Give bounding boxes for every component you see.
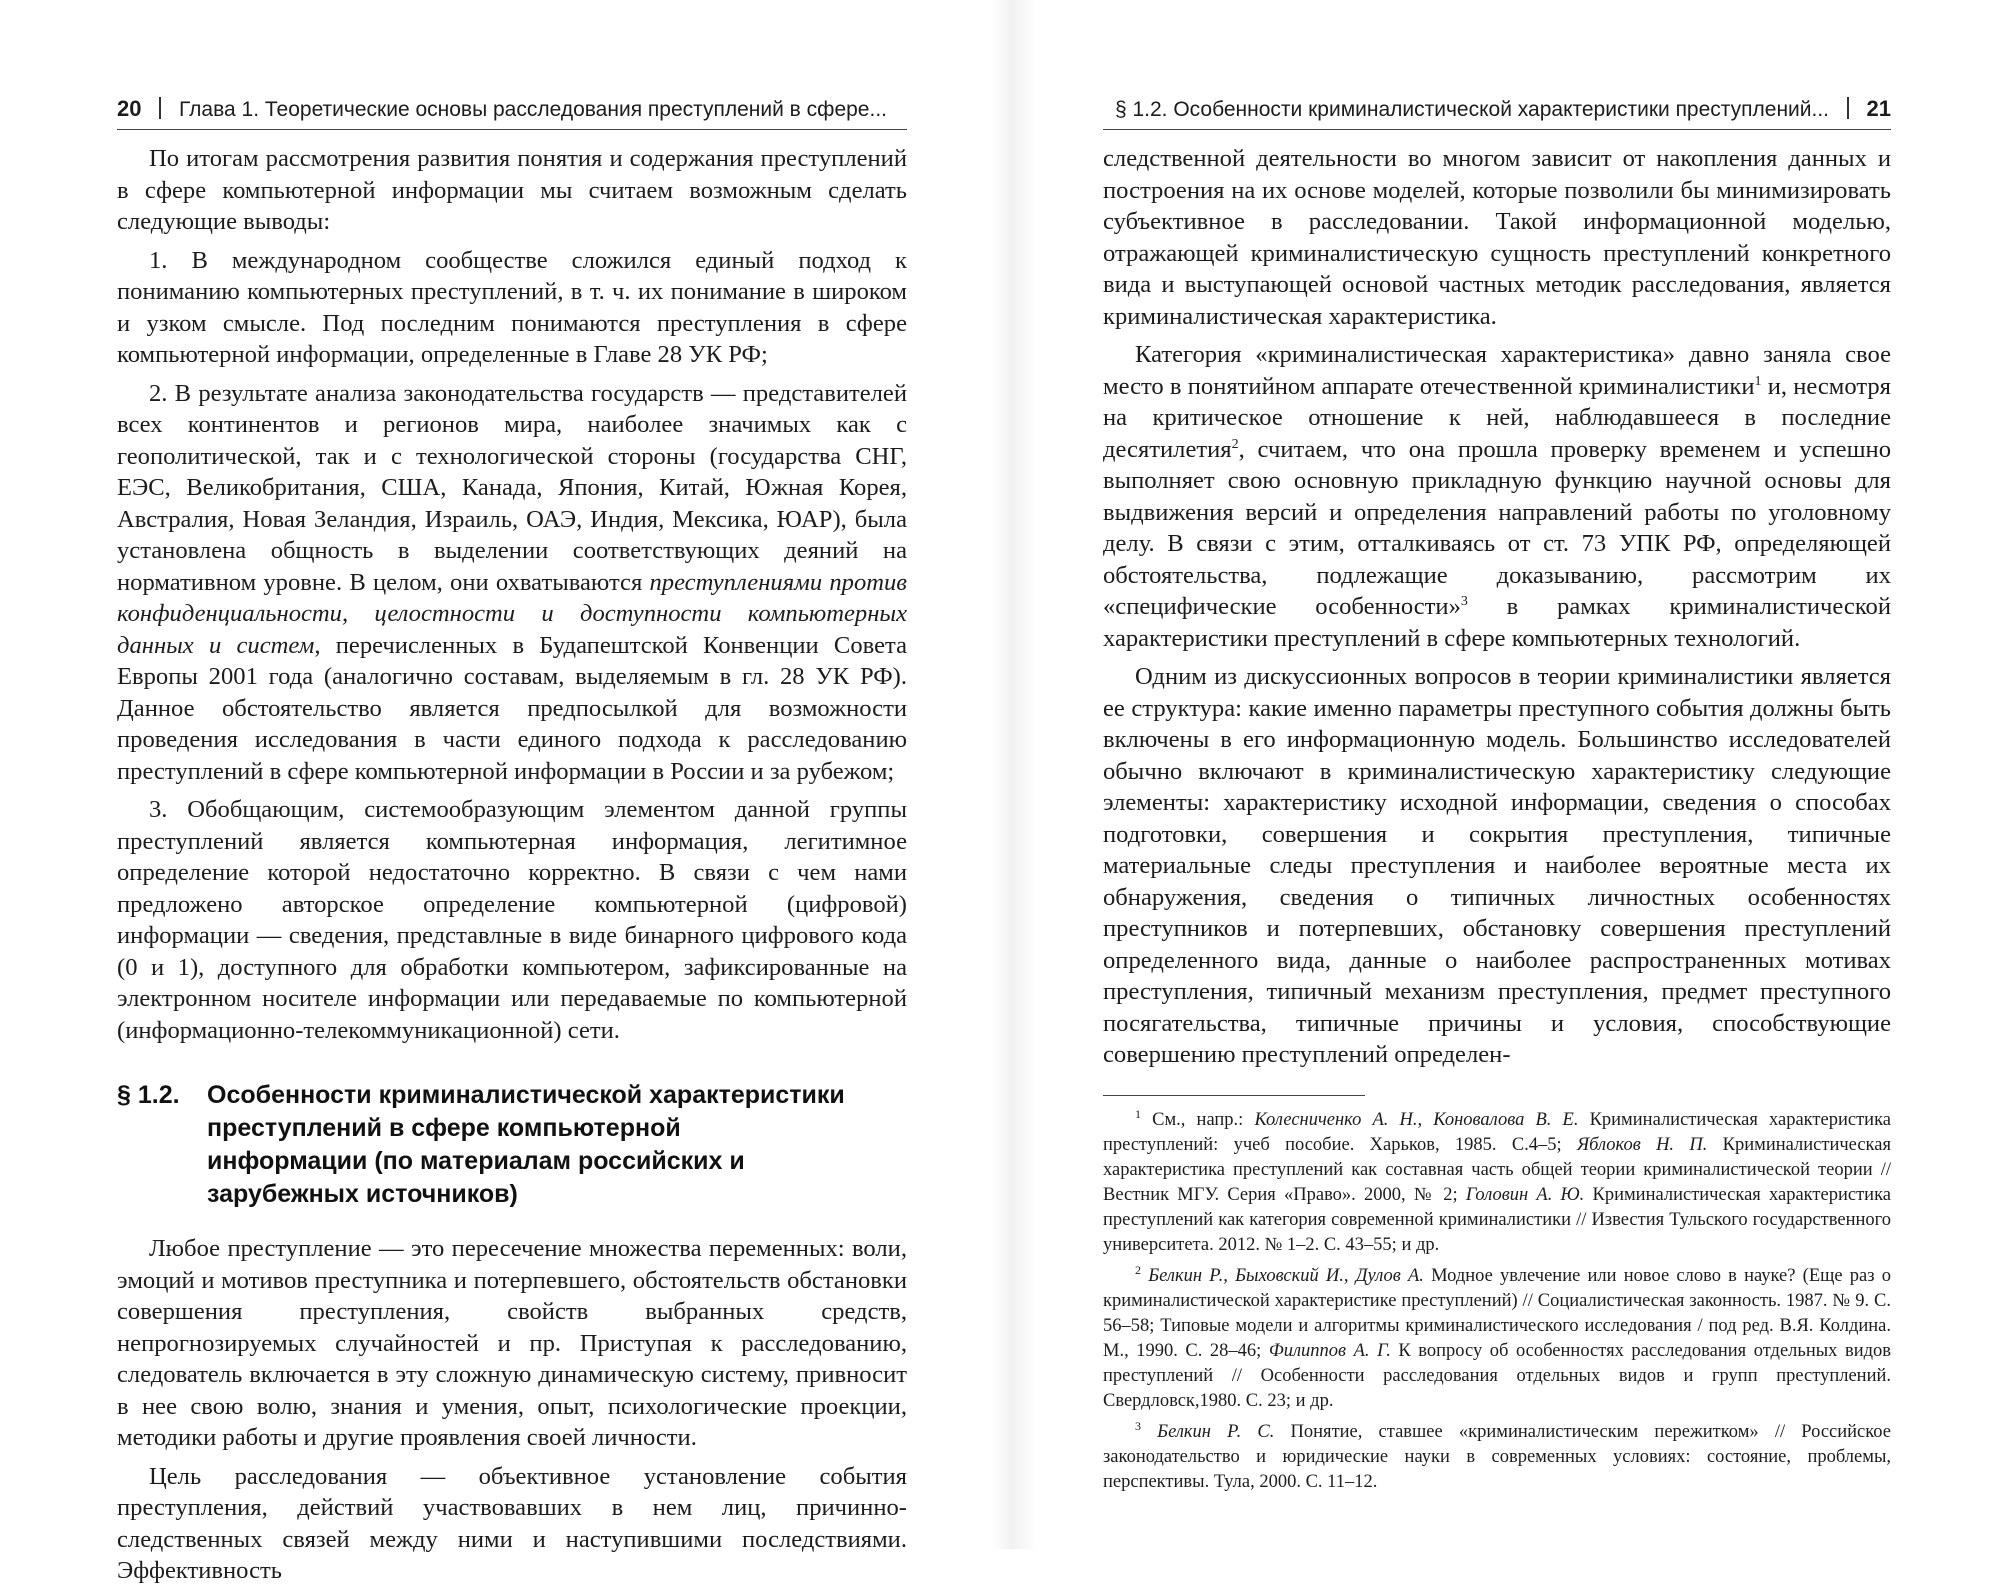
footnotes — [1103, 1108, 1891, 1495]
header-divider — [159, 97, 161, 119]
left-running-title: Глава 1. Теоретические основы расследования преступлений в сфере... — [178, 98, 887, 121]
footnote-author: Колесниченко А. Н., Коновалова В. Е. — [1254, 1109, 1579, 1130]
paragraph: Цель расследования — объективное установление события преступления, действий участвовавших в нем лиц, причинно-следственных связей между ними и наступившими последствиями. Эффективность — [117, 1462, 907, 1584]
right-running-title: § 1.2. Особенности криминалистической характеристики преступлений... — [1114, 98, 1830, 121]
right-page — [1000, 0, 2000, 1549]
section-title: Особенности криминалистической характеристики преступлений в сфере компьютерной информации (по материалам российских и зарубежных источников) — [207, 1081, 845, 1208]
left-running-header — [117, 96, 907, 130]
footnote-mark: 1 — [1135, 1106, 1141, 1121]
footnote-text: Криминалистическая характеристика преступлений: учеб пособие. Харьков, 1985. С.4–5; — [1103, 1109, 1891, 1155]
footnote-text: См., напр.: — [1152, 1109, 1255, 1130]
paragraph-text: и, несмотря на критическое отношение к ней, наблюдавшееся в последние десятилетия — [1103, 372, 1891, 463]
paragraph-text: , перечисленных в Будапештской Конвенции Совета Европы 2001 года (аналогично составам, выделяемым в гл. 28 УК РФ). Данное обстоятельство является предпосылкой для возможности проведения исследования в части единого подхода к расследованию преступлений в сфере компьютерной информации в России и за рубежом; — [117, 631, 907, 785]
paragraph-text: , считаем, что она прошла проверку временем и успешно выполняет свою основную прикладную функцию научной основы для выдвижения версий и определения направлений работы по уголовному делу. В связи с этим, отталкиваясь от ст. 73 УПК РФ, определяющей обстоятельства, подлежащие доказыванию, рассмотрим их «специфические особенности» — [1103, 435, 1891, 620]
paragraph: 1. В международном сообществе сложился единый подход к пониманию компьютерных преступлений, в т. ч. их понимание в широком и узком смысле. Под последним понимаются преступления в сфере компьютерной информации, определенные в Главе 28 УК РФ; — [117, 246, 907, 368]
italic-emphasis: преступлениями против конфиденциальности, целостности и доступности компьютерных данных и систем — [117, 568, 907, 659]
footnote-rule — [1103, 1095, 1365, 1096]
paragraph: следственной деятельности во многом зависит от накопления данных и построения на их основе моделей, которые позволили бы минимизировать субъективное в расследовании. Такой информационной моделью, отражающей криминалистическую сущность преступлений конкретного вида и выступающей основой частных методик расследования, является криминалистическая характеристика. — [1103, 145, 1891, 330]
paragraph-text: 2. В результате анализа законодательства государств — представителей всех континентов и регионов мира, наиболее значимых как с геополитической, так и с технологической стороны (государства СНГ, ЕЭС, Великобритания, США, Канада, Япония, Китай, Южная Корея, Австралия, Новая Зеландия, Израиль, ОАЭ, Индия, Мексика, ЮАР), была установлена общность в выделении соответствующих деяний на нормативном уровне. В целом, они охватываются — [117, 379, 907, 596]
footnote-author: Яблоков Н. П. — [1576, 1134, 1708, 1155]
footnote-ref: 3 — [1460, 594, 1468, 609]
right-page-number: 21 — [1866, 96, 1891, 121]
footnote-author: Филиппов А. Г. — [1268, 1340, 1391, 1361]
footnote-2 — [1103, 1264, 1891, 1414]
paragraph-text: Категория «криминалистическая характеристика» давно заняла свое место в понятийном аппарате отечественной криминалистики — [1103, 341, 1891, 400]
right-text-column — [1103, 143, 1891, 1501]
footnote-text: Криминалистическая характеристика преступлений как категория современной криминалистики // Известия Тульского государственного университета. 2012. № 1–2. С. 43–55; и др. — [1103, 1184, 1891, 1255]
left-text-column — [117, 143, 907, 1594]
left-page — [0, 0, 1000, 1584]
footnote-text: Понятие, ставшее «криминалистическим пережитком» // Российское законодательство и юридические науки в современных условиях: состояние, проблемы, перспективы. Тула, 2000. С. 11–12. — [1103, 1421, 1891, 1492]
section-heading — [117, 1079, 907, 1211]
footnote-mark: 2 — [1135, 1262, 1141, 1277]
right-running-header — [1103, 96, 1891, 130]
footnote-text: Криминалистическая характеристика преступлений как составная часть общей теории криминалистической теории // Вестник МГУ. Серия «Право». 2000, № 2; — [1103, 1134, 1891, 1205]
footnote-mark: 3 — [1135, 1418, 1141, 1433]
footnote-ref: 2 — [1231, 436, 1239, 452]
paragraph: Любое преступление — это пересечение множества переменных: воли, эмоций и мотивов преступника и потерпевшего, обстоятельств обстановки совершения преступления, свойств выбранных средств, непрогнозируемых случайностей и пр. Приступая к расследованию, следователь включается в эту сложную динамическую систему, привносит в нее свою волю, знания и умения, опыт, психологические проекции, методики работы и другие проявления своей личности. — [117, 1235, 907, 1451]
footnote-author: Головин А. Ю. — [1465, 1184, 1585, 1205]
footnote-text: К вопросу об особенностях расследования отдельных видов преступлений // Особенности расследования отдельных видов и групп преступлений. Свердловск,1980. С. 23; и др. — [1103, 1340, 1891, 1411]
footnote-author: Белкин Р., Быховский И., Дулов А. — [1148, 1265, 1424, 1286]
footnote-text: Модное увлечение или новое слово в науке? (Еще раз о криминалистической характеристике преступлений) // Социалистическая законность. 1987. № 9. С. 56–58; Типовые модели и алгоритмы криминалистического исследования / под ред. В.Я. Колдина. М., 1990. С. 28–46; — [1103, 1265, 1892, 1361]
paragraph: По итогам рассмотрения развития понятия и содержания преступлений в сфере компьютерной информации мы считаем возможным сделать следующие выводы: — [117, 145, 907, 235]
footnote-1 — [1103, 1108, 1891, 1258]
left-page-number: 20 — [117, 96, 142, 121]
paragraph-text: в рамках криминалистической характеристики преступлений в сфере компьютерных технологий. — [1103, 593, 1891, 652]
footnote-3 — [1103, 1420, 1891, 1495]
footnote-author: Белкин Р. С. — [1157, 1421, 1275, 1442]
footnote-ref: 1 — [1754, 373, 1762, 389]
paragraph — [1103, 339, 1891, 654]
paragraph: 3. Обобщающим, системообразующим элементом данной группы преступлений является компьютерная информация, легитимное определение которой недостаточно корректно. В связи с чем нами предложено авторское определение компьютерной (цифровой) информации — сведения, представлные в виде бинарного цифрового кода (0 и 1), доступного для обработки компьютером, зафиксированные на электронном носителе информации или передаваемые по компьютерной (информационно-телекоммуникационной) сети. — [117, 796, 907, 1044]
paragraph: Одним из дискуссионных вопросов в теории криминалистики является ее структура: какие именно параметры преступного события должны быть включены в его информационную модель. Большинство исследователей обычно включают в криминалистическую характеристику следующие элементы: характеристику исходной информации, сведения о способах подготовки, совершения и сокрытия преступления, типичные материальные следы преступления и наиболее вероятные места их обнаружения, сведения о типичных личностных особенностях преступников и потерпевших, обстановку совершения преступлений определенного вида, данные о наиболее распространенных мотивах преступления, типичный механизм преступления, предмет преступного посягательства, типичные причины и условия, способствующие совершению преступлений определен- — [1103, 663, 1891, 1068]
section-number: § 1.2. — [117, 1081, 180, 1109]
paragraph — [117, 378, 907, 788]
header-divider — [1847, 97, 1849, 119]
